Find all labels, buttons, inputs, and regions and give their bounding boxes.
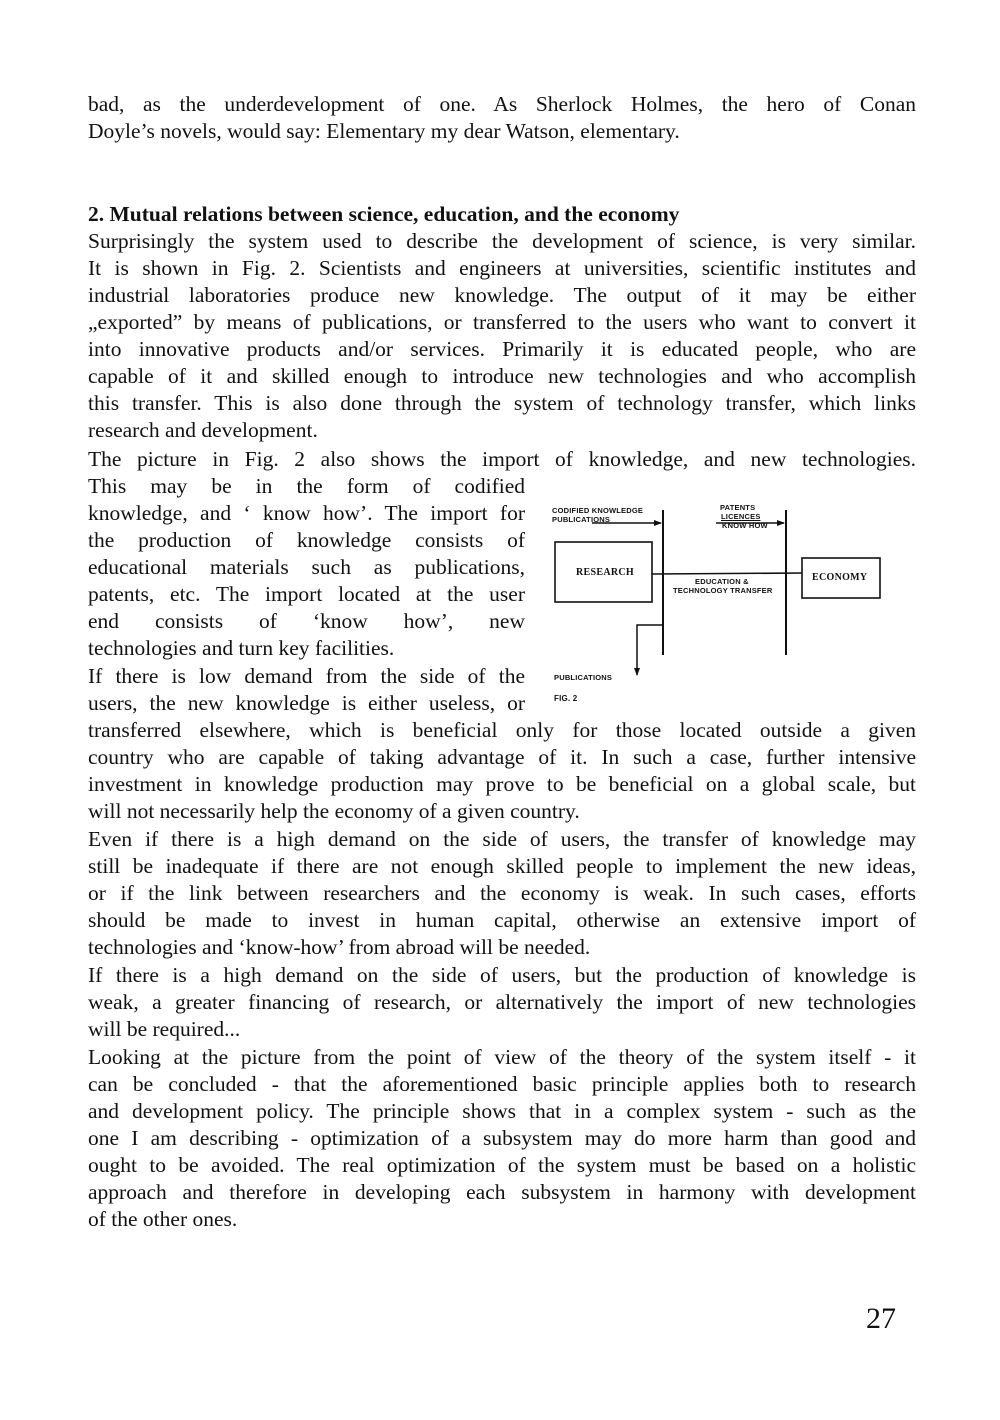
para1-line: Surprisingly the system used to describe the development of science, is very similar. xyxy=(88,229,916,253)
para6-line: Looking at the picture from the point of view of the theory of the system itself - it xyxy=(88,1045,916,1069)
codified-publications-label: PUBLICATIONS xyxy=(552,515,611,524)
codified-knowledge-label: CODIFIED KNOWLEDGE xyxy=(552,506,644,515)
para6-line: can be concluded - that the aforementioned basic principle applies both to research xyxy=(88,1072,916,1096)
para6-line: ought to be avoided. The real optimization of the system must be based on a holistic xyxy=(88,1153,916,1177)
figure-caption: FIG. 2 xyxy=(554,694,578,703)
para4-line: should be made to invest in human capital, otherwise an extensive import of xyxy=(88,908,916,932)
intro-line-1: bad, as the underdevelopment of one. As Sherlock Holmes, the hero of Conan xyxy=(88,92,916,116)
para2-line: technologies and turn key facilities. xyxy=(88,636,395,660)
publications-output-label: PUBLICATIONS xyxy=(554,673,613,682)
para3-line: transferred elsewhere, which is beneficial only for those located outside a given xyxy=(88,718,916,742)
para5-line: weak, a greater financing of research, or alternatively the import of new technologies xyxy=(88,990,916,1014)
know-how-label: KNOW HOW xyxy=(722,521,768,530)
para3-line: investment in knowledge production may prove to be beneficial on a global scale, but xyxy=(88,772,916,796)
para2-line: The picture in Fig. 2 also shows the import of knowledge, and new technologies. xyxy=(88,447,916,471)
patents-label: PATENTS xyxy=(720,503,756,512)
para5-line: will be required... xyxy=(88,1017,241,1041)
para4-line: technologies and ‘know-how’ from abroad will be needed. xyxy=(88,935,591,959)
technology-transfer-label: TECHNOLOGY TRANSFER xyxy=(673,586,773,595)
para6-line: of the other ones. xyxy=(88,1207,238,1231)
para6-line: one I am describing - optimization of a subsystem may do more harm than good and xyxy=(88,1126,916,1150)
para4-line: Even if there is a high demand on the side of users, the transfer of knowledge may xyxy=(88,827,916,851)
page-number: 27 xyxy=(866,1302,896,1335)
para1-line: It is shown in Fig. 2. Scientists and engineers at universities, scientific institutes and xyxy=(88,256,916,280)
para1-line: industrial laboratories produce new knowledge. The output of it may be either xyxy=(88,283,916,307)
para3-line: users, the new knowledge is either useless, or xyxy=(88,691,525,715)
para6-line: and development policy. The principle shows that in a complex system - such as the xyxy=(88,1099,916,1123)
para3-line: If there is low demand from the side of the xyxy=(88,664,525,688)
education-label: EDUCATION & xyxy=(695,577,749,586)
figure-2-diagram xyxy=(540,490,910,710)
para2-line: knowledge, and ‘ know how’. The import for xyxy=(88,501,525,525)
para1-line: this transfer. This is also done through the system of technology transfer, which links xyxy=(88,391,916,415)
para6-line: approach and therefore in developing each subsystem in harmony with development xyxy=(88,1180,916,1204)
intro-line-2: Doyle’s novels, would say: Elementary my dear Watson, elementary. xyxy=(88,119,680,143)
para1-line: „exported” by means of publications, or transferred to the users who want to convert it xyxy=(88,310,916,334)
para1-line: into innovative products and/or services. Primarily it is educated people, who are xyxy=(88,337,916,361)
para4-line: still be inadequate if there are not enough skilled people to implement the new ideas, xyxy=(88,854,916,878)
para2-line: end consists of ‘know how’, new xyxy=(88,609,525,633)
economy-box-label: ECONOMY xyxy=(812,572,868,583)
para1-line: capable of it and skilled enough to introduce new technologies and who accomplish xyxy=(88,364,916,388)
para5-line: If there is a high demand on the side of users, but the production of knowledge is xyxy=(88,963,916,987)
para2-line: patents, etc. The import located at the user xyxy=(88,582,525,606)
licences-label: LICENCES xyxy=(721,512,761,521)
para2-line: This may be in the form of codified xyxy=(88,474,525,498)
para2-line: educational materials such as publications, xyxy=(88,555,525,579)
para3-line: country who are capable of taking advantage of it. In such a case, further intensive xyxy=(88,745,916,769)
section-heading: 2. Mutual relations between science, education, and the economy xyxy=(88,202,680,226)
para2-line: the production of knowledge consists of xyxy=(88,528,525,552)
research-box-label: RESEARCH xyxy=(576,567,634,578)
para3-line: will not necessarily help the economy of a given country. xyxy=(88,799,580,823)
para4-line: or if the link between researchers and the economy is weak. In such cases, efforts xyxy=(88,881,916,905)
para1-line: research and development. xyxy=(88,418,318,442)
